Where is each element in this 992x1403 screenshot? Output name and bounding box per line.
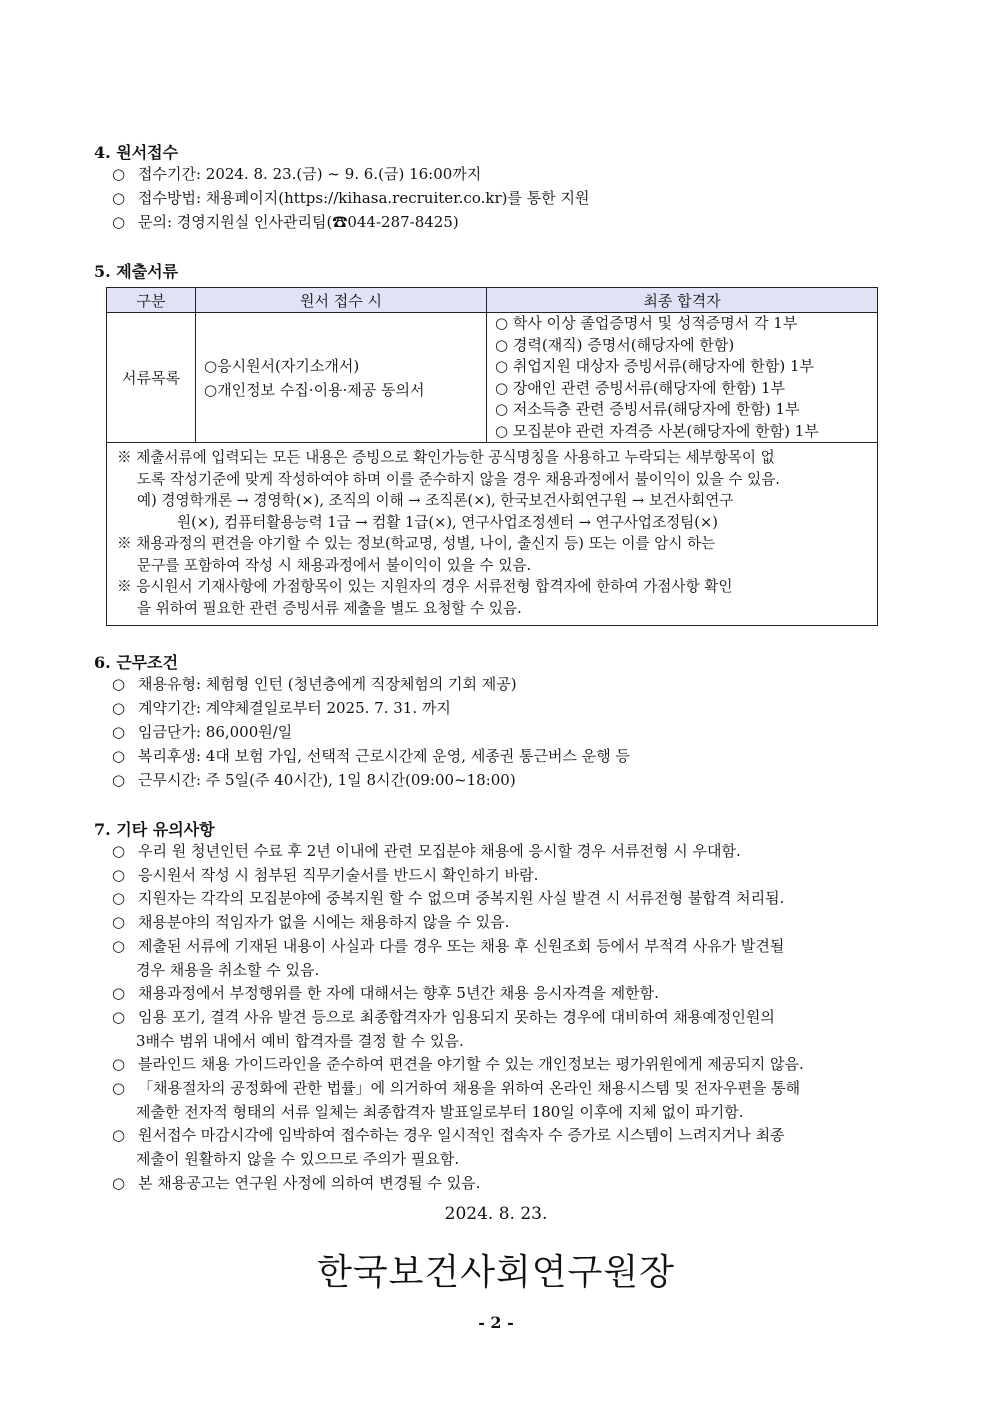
s6-item-4: ○ 복리후생: 4대 보험 가입, 선택적 근로시간제 운영, 세종권 통근버스 운행 등 bbox=[112, 744, 630, 768]
apply-doc-2: ○개인정보 수집·이용·제공 동의서 bbox=[204, 380, 425, 399]
s4-item-2: ○ 접수방법: 채용페이지(https://kihasa.recruiter.co.kr)를 통한 지원 bbox=[112, 186, 589, 210]
bullet: ○ bbox=[112, 723, 126, 741]
table-header-category: 구분 bbox=[107, 288, 196, 313]
s4-item-1: ○ 접수기간: 2024. 8. 23.(금) ~ 9. 6.(금) 16:00까지 bbox=[112, 162, 481, 186]
s6-item-5: ○ 근무시간: 주 5일(주 40시간), 1일 8시간(09:00~18:00) bbox=[112, 768, 516, 792]
s7-item: ○ 우리 원 청년인턴 수료 후 2년 이내에 관련 모집분야 채용에 응시할 경우 서류전형 시 우대함. bbox=[112, 839, 741, 863]
note-line: 원(×), 컴퓨터활용능력 1급 → 컴활 1급(×), 연구사업조정센터 → 연구사업조정팀(×) bbox=[177, 513, 718, 531]
s7-item-continuation: 경우 채용을 취소할 수 있음. bbox=[136, 961, 320, 979]
final-doc-5: ○ 저소득층 관련 증빙서류(해당자에 한함) 1부 bbox=[495, 400, 800, 418]
bullet: ○ bbox=[112, 913, 126, 931]
note-line: ※ 응시원서 기재사항에 가점항목이 있는 지원자의 경우 서류전형 합격자에 한하여 가점사항 확인 bbox=[117, 578, 733, 595]
bullet: ○ bbox=[112, 1008, 126, 1026]
bullet: ○ bbox=[112, 699, 126, 717]
section-4-title: 4. 원서접수 bbox=[94, 143, 179, 162]
bullet: ○ bbox=[112, 1126, 126, 1144]
final-doc-2: ○ 경력(재직) 증명서(해당자에 한함) bbox=[495, 335, 735, 354]
note-line: ※ 제출서류에 입력되는 모든 내용은 증빙으로 확인가능한 공식명칭을 사용하고 누락되는 세부항목이 없 bbox=[117, 449, 775, 466]
bullet: ○ bbox=[112, 213, 126, 231]
bullet: ○ bbox=[112, 771, 126, 789]
s7-item: ○ 본 채용공고는 연구원 사정에 의하여 변경될 수 있음. bbox=[112, 1171, 480, 1195]
final-doc-4: ○ 장애인 관련 증빙서류(해당자에 한함) 1부 bbox=[495, 378, 786, 397]
note-line: ※ 채용과정의 편견을 야기할 수 있는 정보(학교명, 성별, 나이, 출신지 등) 또는 이를 암시 하는 bbox=[117, 535, 716, 552]
bullet: ○ bbox=[112, 1079, 126, 1097]
bullet: ○ bbox=[112, 842, 126, 860]
documents-table bbox=[106, 287, 878, 626]
notes-cell bbox=[107, 443, 878, 626]
final-doc-3: ○ 취업지원 대상자 증빙서류(해당자에 한함) 1부 bbox=[495, 357, 814, 375]
table-header-apply: 원서 접수 시 bbox=[196, 288, 487, 313]
note-line: 예) 경영학개론 → 경영학(×), 조직의 이해 → 조직론(×), 한국보건사회연구원 → 보건사회연구 bbox=[137, 492, 734, 509]
note-line: 도록 작성기준에 맞게 작성하여야 하며 이를 준수하지 않을 경우 채용과정에서 불이익이 있을 수 있음. bbox=[137, 470, 780, 488]
bullet: ○ bbox=[112, 165, 126, 183]
s7-item: ○ 임용 포기, 결격 사유 발견 등으로 최종합격자가 임용되지 못하는 경우에 대비하여 채용예정인원의 bbox=[112, 1005, 775, 1029]
bullet: ○ bbox=[112, 1055, 126, 1073]
final-docs-cell bbox=[487, 313, 878, 443]
s7-item: ○ 「채용절차의 공정화에 관한 법률」에 의거하여 채용을 위하여 온라인 채용시스템 및 전자우편을 통해 bbox=[112, 1076, 800, 1100]
section-6-title: 6. 근무조건 bbox=[94, 653, 179, 672]
note-line: 문구를 포함하여 작성 시 채용과정에서 불이익이 있을 수 있음. bbox=[137, 556, 532, 574]
s7-item: ○ 채용분야의 적임자가 없을 시에는 채용하지 않을 수 있음. bbox=[112, 910, 509, 934]
section-7-title: 7. 기타 유의사항 bbox=[94, 820, 215, 839]
section-5-title: 5. 제출서류 bbox=[94, 262, 179, 281]
s7-item-continuation: 제출한 전자적 형태의 서류 일체는 최종합격자 발표일로부터 180일 이후에 지체 없이 파기함. bbox=[136, 1103, 744, 1121]
s7-item: ○ 지원자는 각각의 모집분야에 중복지원 할 수 없으며 중복지원 사실 발견 시 서류전형 불합격 처리됨. bbox=[112, 886, 784, 910]
table-header-final: 최종 합격자 bbox=[487, 288, 878, 313]
s7-item: ○ 응시원서 작성 시 첨부된 직무기술서를 반드시 확인하기 바람. bbox=[112, 863, 538, 887]
page-number: - 2 - bbox=[478, 1313, 514, 1332]
bullet: ○ bbox=[112, 937, 126, 955]
bullet: ○ bbox=[112, 889, 126, 907]
notice-date: 2024. 8. 23. bbox=[444, 1204, 548, 1224]
s6-item-2: ○ 계약기간: 계약체결일로부터 2025. 7. 31. 까지 bbox=[112, 696, 451, 720]
s7-item: ○ 원서접수 마감시각에 임박하여 접수하는 경우 일시적인 접속자 수 증가로 시스템이 느려지거나 최종 bbox=[112, 1123, 785, 1147]
bullet: ○ bbox=[112, 189, 126, 207]
s7-item-continuation: 제출이 원활하지 않을 수 있으므로 주의가 필요함. bbox=[136, 1150, 460, 1168]
apply-docs-cell bbox=[196, 313, 487, 443]
s7-item-continuation: 3배수 범위 내에서 예비 합격자를 결정 할 수 있음. bbox=[136, 1032, 464, 1050]
issuer-signature: 한국보건사회연구원장 bbox=[317, 1252, 675, 1293]
s6-item-3: ○ 임금단가: 86,000원/일 bbox=[112, 720, 292, 744]
s7-item: ○ 채용과정에서 부정행위를 한 자에 대해서는 향후 5년간 채용 응시자격을 제한함. bbox=[112, 981, 659, 1005]
apply-doc-1: ○응시원서(자기소개서) bbox=[204, 356, 360, 375]
bullet: ○ bbox=[112, 866, 126, 884]
s4-item-3: ○ 문의: 경영지원실 인사관리팀(☎044-287-8425) bbox=[112, 210, 459, 234]
bullet: ○ bbox=[112, 984, 126, 1002]
bullet: ○ bbox=[112, 747, 126, 765]
row-label: 서류목록 bbox=[107, 313, 196, 443]
bullet: ○ bbox=[112, 675, 126, 693]
s7-item: ○ 제출된 서류에 기재된 내용이 사실과 다를 경우 또는 채용 후 신원조회 등에서 부적격 사유가 발견될 bbox=[112, 934, 784, 958]
s6-item-1: ○ 채용유형: 체험형 인턴 (청년층에게 직장체험의 기회 제공) bbox=[112, 672, 517, 696]
note-line: 을 위하여 필요한 관련 증빙서류 제출을 별도 요청할 수 있음. bbox=[137, 599, 522, 617]
final-doc-1: ○ 학사 이상 졸업증명서 및 성적증명서 각 1부 bbox=[495, 314, 798, 332]
bullet: ○ bbox=[112, 1174, 126, 1192]
final-doc-6: ○ 모집분야 관련 자격증 사본(해당자에 한함) 1부 bbox=[495, 421, 819, 440]
s7-item: ○ 블라인드 채용 가이드라인을 준수하여 편견을 야기할 수 있는 개인정보는 평가위원에게 제공되지 않음. bbox=[112, 1052, 804, 1076]
